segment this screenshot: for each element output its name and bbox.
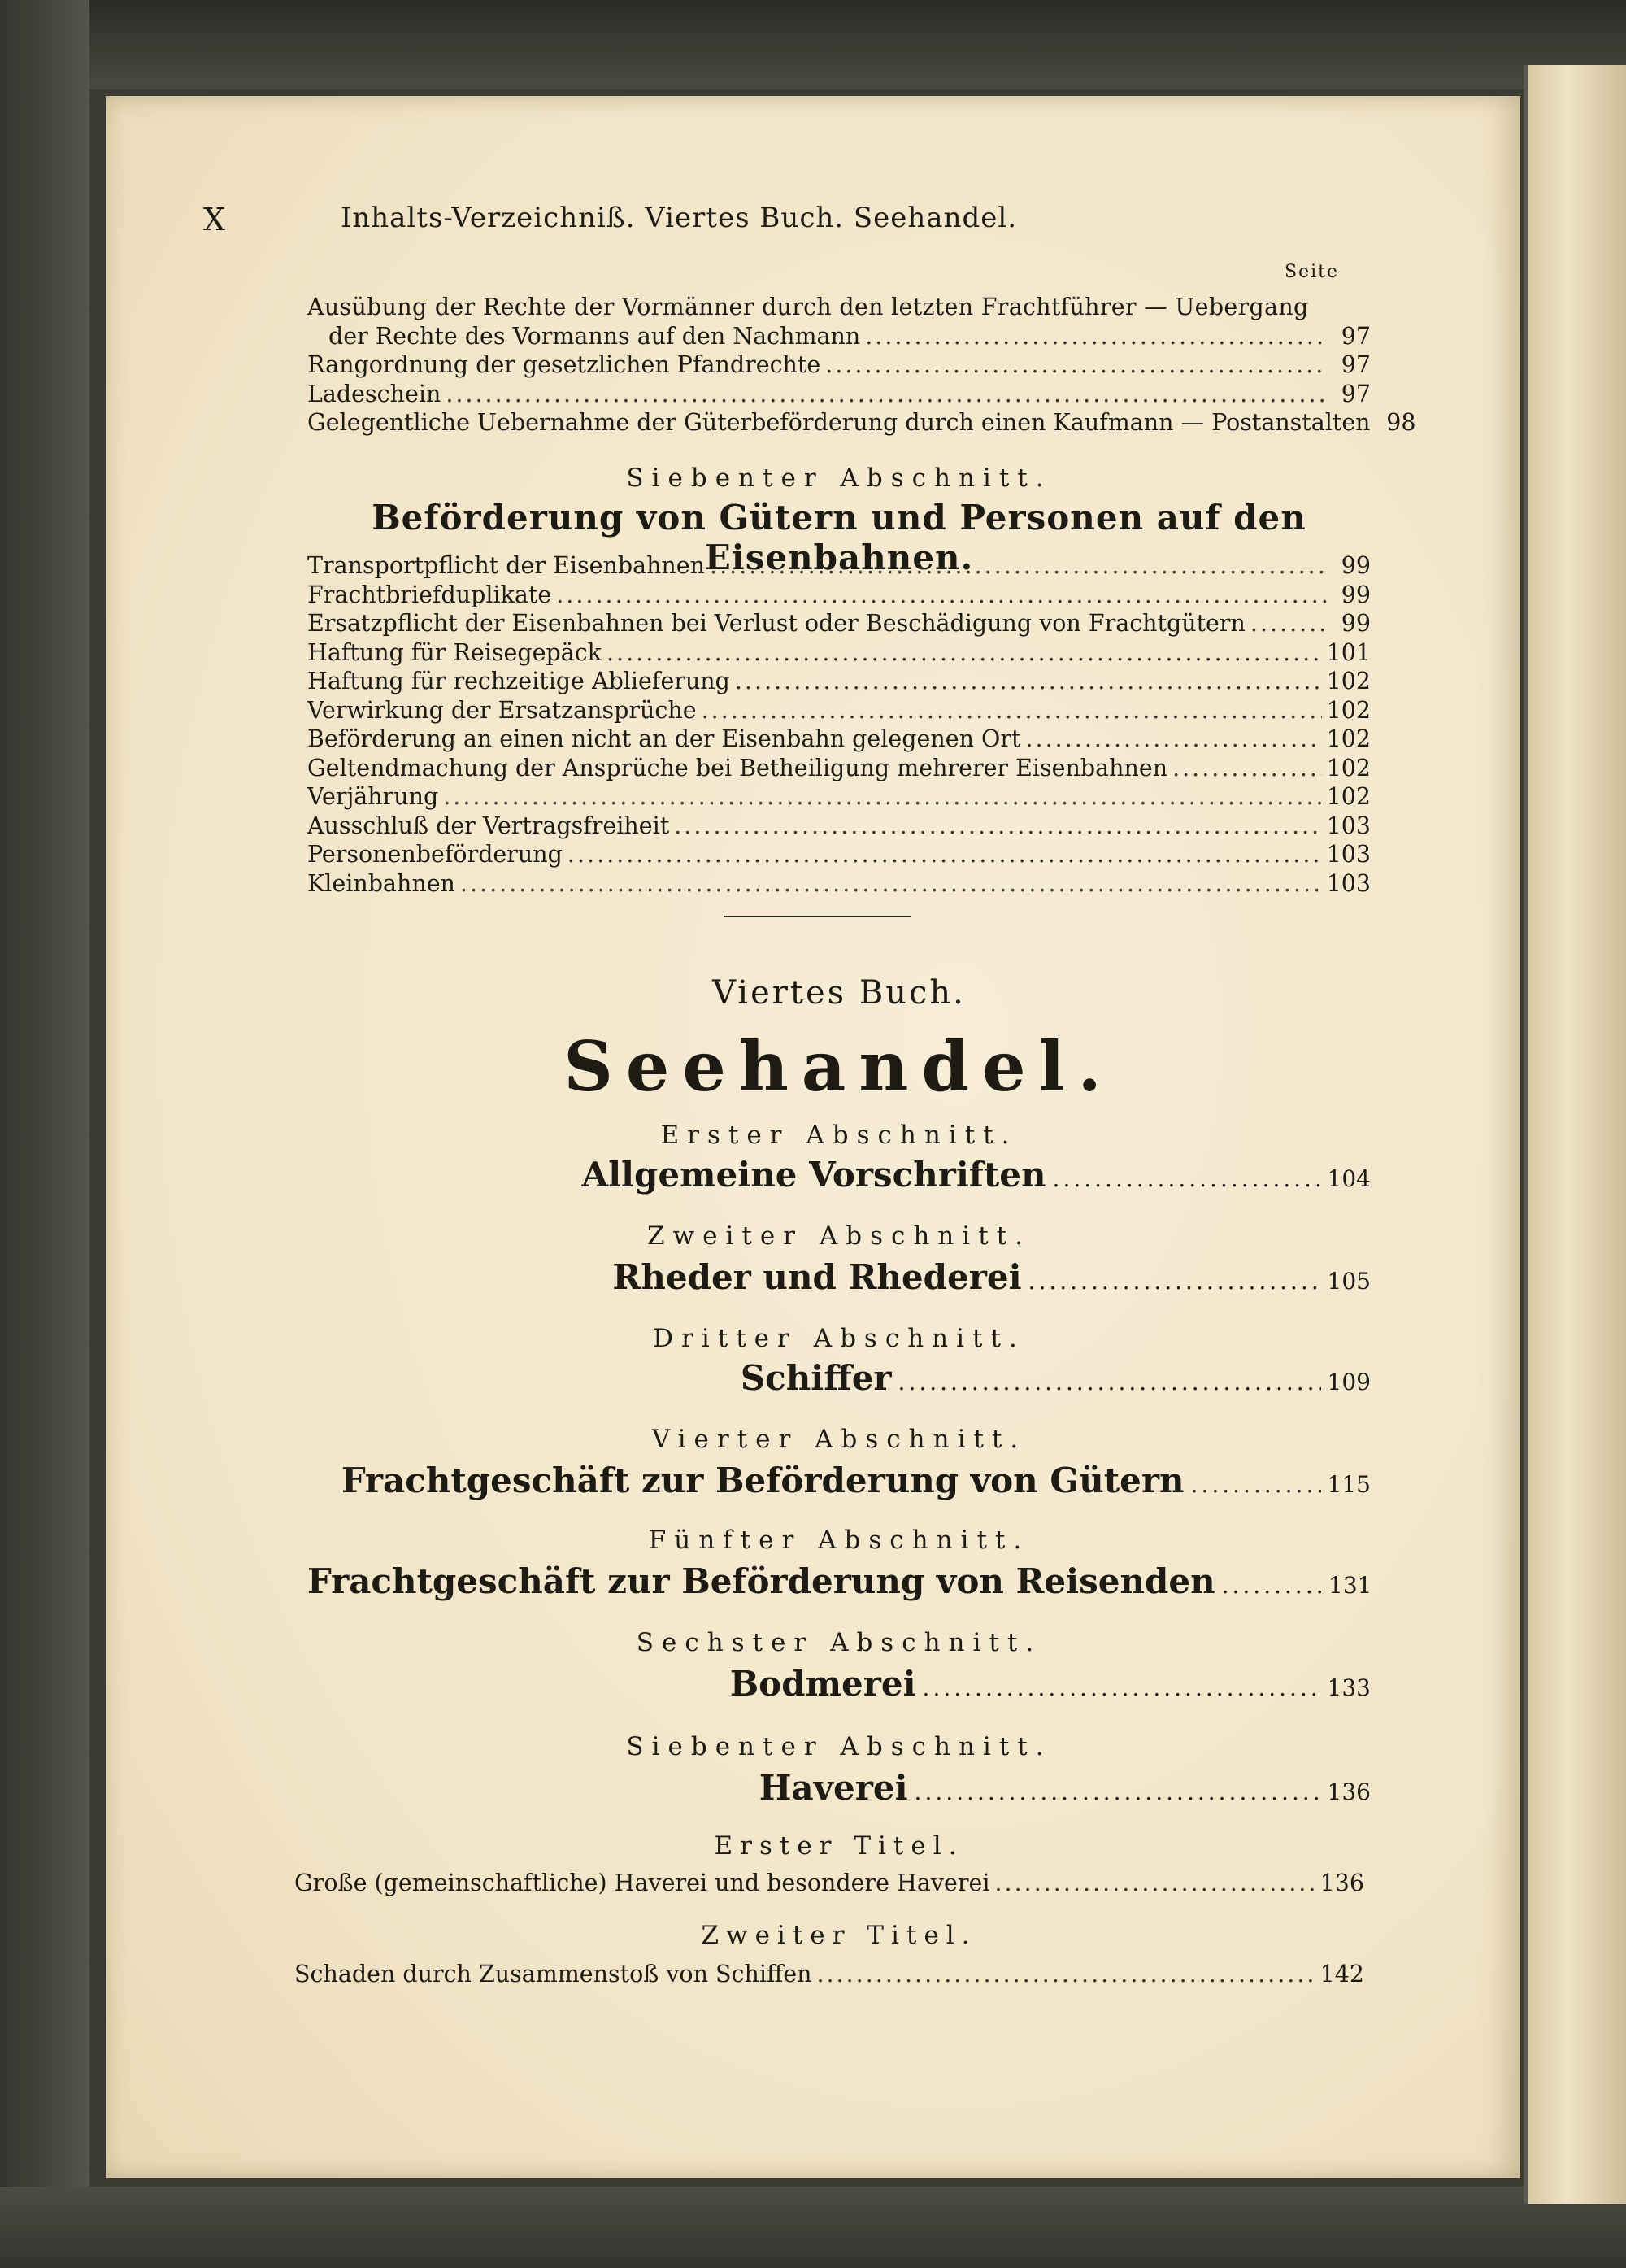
toc-entry xyxy=(307,408,1416,437)
section-page: 131 xyxy=(1328,1572,1372,1599)
leader-dots xyxy=(674,812,1321,841)
section-page: 105 xyxy=(1327,1268,1371,1295)
book-cover-bottom xyxy=(0,2187,1626,2268)
section-page: 109 xyxy=(1327,1369,1371,1395)
toc-entry-text: Ladeschein xyxy=(307,380,441,407)
leader-dots xyxy=(735,667,1322,696)
section-page: 133 xyxy=(1327,1674,1371,1701)
toc-entry xyxy=(307,609,1371,638)
leader-dots xyxy=(1172,754,1322,783)
toc-entry-text: Ersatzpflicht der Eisenbahnen bei Verlust oder Beschädigung von Frachtgütern xyxy=(307,610,1246,637)
leader-dots xyxy=(567,840,1322,869)
running-header xyxy=(203,202,1154,237)
leader-dots xyxy=(923,1674,1321,1701)
toc-entry-text: Verjährung xyxy=(307,783,439,810)
toc-entry-page: 101 xyxy=(1326,638,1371,666)
toc-top-entries xyxy=(307,293,1416,437)
leader-dots xyxy=(915,1778,1321,1805)
book-cover-left xyxy=(0,0,89,2268)
toc-entry xyxy=(307,696,1371,725)
seite-label: Seite xyxy=(1285,262,1339,282)
toc-entry-text: Frachtbriefduplikate xyxy=(307,581,552,608)
book-title: Seehandel. xyxy=(563,1026,1115,1107)
toc-entry-text: der Rechte des Vormanns auf den Nachmann xyxy=(328,322,861,350)
toc-entry-page: 136 xyxy=(1319,1870,1364,1896)
section-entry xyxy=(307,1155,1371,1195)
leader-dots xyxy=(1028,1268,1321,1295)
toc-entry-page: 99 xyxy=(1341,610,1371,637)
toc-entry-page: 103 xyxy=(1326,812,1371,839)
section-label: Fünfter Abschnitt. xyxy=(648,1526,1030,1555)
leader-dots xyxy=(816,1960,1315,1989)
toc-entry-line: Ausübung der Rechte der Vormänner durch den letzten Frachtführer — Uebergang xyxy=(307,294,1309,320)
page-number: X xyxy=(203,202,226,237)
section-entry xyxy=(307,1257,1371,1297)
toc-entry xyxy=(294,1869,1364,1898)
section-label: Dritter Abschnitt. xyxy=(653,1324,1025,1353)
section-label: Siebenter Abschnitt. xyxy=(626,1732,1052,1761)
section-title: Allgemeine Vorschriften xyxy=(581,1155,1046,1195)
toc-entry-text: Geltendmachung der Ansprüche bei Betheiligung mehrerer Eisenbahnen xyxy=(307,754,1168,781)
toc-entry-page: 99 xyxy=(1341,581,1371,608)
title-entry-block xyxy=(294,1960,1364,1989)
section-title: Bodmerei xyxy=(729,1664,916,1704)
section-title: Beförderung von Gütern und Personen auf den Eisenbahnen. xyxy=(372,498,1306,577)
leader-dots xyxy=(994,1869,1315,1898)
leader-dots xyxy=(443,782,1321,812)
section-title: Schiffer xyxy=(740,1358,892,1398)
facing-page-edge xyxy=(1524,65,1626,2204)
toc-entry-text: Haftung für Reisegepäck xyxy=(307,638,602,666)
toc-entry-page: 97 xyxy=(1341,351,1371,378)
toc-entry xyxy=(307,869,1371,899)
toc-entry xyxy=(307,812,1371,841)
leader-dots xyxy=(1025,725,1321,754)
toc-entry-text: Personenbeförderung xyxy=(307,841,563,868)
section-title: Frachtgeschäft zur Beförderung von Reisenden xyxy=(307,1561,1215,1601)
toc-entry-text: Schaden durch Zusammenstoß von Schiffen xyxy=(294,1961,812,1987)
toc-entry-page: 99 xyxy=(1341,552,1371,579)
toc-entry-page: 102 xyxy=(1326,668,1371,694)
toc-entry xyxy=(307,322,1371,351)
title-entry-block xyxy=(294,1869,1364,1898)
section-title: Rheder und Rhederei xyxy=(612,1257,1022,1297)
toc-entry-page: 103 xyxy=(1326,841,1371,868)
section-entry xyxy=(307,1561,1371,1601)
toc-section7-entries xyxy=(307,551,1371,898)
toc-entry-text: Haftung für rechzeitige Ablieferung xyxy=(307,668,730,694)
leader-dots xyxy=(446,380,1327,409)
section-page: 136 xyxy=(1327,1778,1371,1805)
leader-dots xyxy=(556,581,1327,610)
leader-dots xyxy=(1191,1471,1321,1498)
leader-dots xyxy=(898,1369,1321,1395)
title-label: Erster Titel. xyxy=(714,1831,964,1861)
toc-entry-page: 98 xyxy=(1386,409,1416,436)
section-page: 115 xyxy=(1327,1471,1371,1498)
toc-entry xyxy=(307,754,1371,783)
section-label: Zweiter Abschnitt. xyxy=(647,1221,1031,1251)
toc-entry-text: Gelegentliche Uebernahme der Güterbeförderung durch einen Kaufmann — Postanstalten xyxy=(307,409,1371,436)
section-title: Frachtgeschäft zur Beförderung von Gütern xyxy=(341,1460,1185,1500)
toc-entry-page: 102 xyxy=(1326,725,1371,752)
toc-entry-text: Ausschluß der Vertragsfreiheit xyxy=(307,812,670,839)
book-label: Viertes Buch. xyxy=(712,974,966,1012)
toc-entry-page: 97 xyxy=(1341,322,1371,350)
toc-entry xyxy=(307,782,1371,812)
section-label: Sechster Abschnitt. xyxy=(636,1628,1042,1657)
toc-entry-page: 102 xyxy=(1326,696,1371,724)
divider-rule xyxy=(724,916,911,917)
leader-dots xyxy=(1250,609,1327,638)
section-title: Haverei xyxy=(759,1768,908,1808)
toc-entry-page: 97 xyxy=(1341,380,1371,407)
toc-entry xyxy=(307,380,1371,409)
toc-entry-page: 102 xyxy=(1326,783,1371,810)
toc-entry-page: 142 xyxy=(1319,1961,1364,1987)
leader-dots xyxy=(1053,1165,1321,1192)
toc-entry xyxy=(294,1960,1364,1989)
section-entry xyxy=(307,1460,1371,1500)
book-cover-top xyxy=(0,0,1626,89)
toc-entry-text: Verwirkung der Ersatzansprüche xyxy=(307,696,697,724)
toc-entry-text: Rangordnung der gesetzlichen Pfandrechte xyxy=(307,351,821,378)
section-label: Siebenter Abschnitt. xyxy=(626,464,1052,493)
leader-dots xyxy=(606,638,1322,668)
toc-entry xyxy=(307,551,1371,581)
toc-entry-page: 103 xyxy=(1326,869,1371,897)
section-label: Vierter Abschnitt. xyxy=(651,1425,1027,1454)
toc-entry xyxy=(307,350,1371,380)
leader-dots xyxy=(710,551,1327,581)
leader-dots xyxy=(460,869,1322,899)
toc-entry-text: Transportpflicht der Eisenbahnen xyxy=(307,552,706,579)
leader-dots xyxy=(1222,1572,1322,1599)
toc-entry xyxy=(307,667,1371,696)
toc-entry-page: 102 xyxy=(1326,754,1371,781)
toc-entry-text: Große (gemeinschaftliche) Haverei und besondere Haverei xyxy=(294,1870,990,1896)
toc-entry-text: Beförderung an einen nicht an der Eisenbahn gelegenen Ort xyxy=(307,725,1021,752)
toc-entry xyxy=(307,638,1371,668)
section-page: 104 xyxy=(1327,1165,1371,1192)
section-label: Erster Abschnitt. xyxy=(660,1121,1018,1150)
section-entry xyxy=(307,1768,1371,1808)
toc-entry xyxy=(307,581,1371,610)
section-entry xyxy=(307,1358,1371,1398)
leader-dots xyxy=(865,322,1327,351)
running-title: Inhalts-Verzeichniß. Viertes Buch. Seehandel. xyxy=(340,202,1018,234)
title-label: Zweiter Titel. xyxy=(701,1921,977,1950)
toc-entry xyxy=(307,725,1371,754)
toc-entry xyxy=(307,840,1371,869)
leader-dots xyxy=(702,696,1322,725)
section-entry xyxy=(307,1664,1371,1704)
toc-entry-text: Kleinbahnen xyxy=(307,869,455,897)
leader-dots xyxy=(825,350,1327,380)
